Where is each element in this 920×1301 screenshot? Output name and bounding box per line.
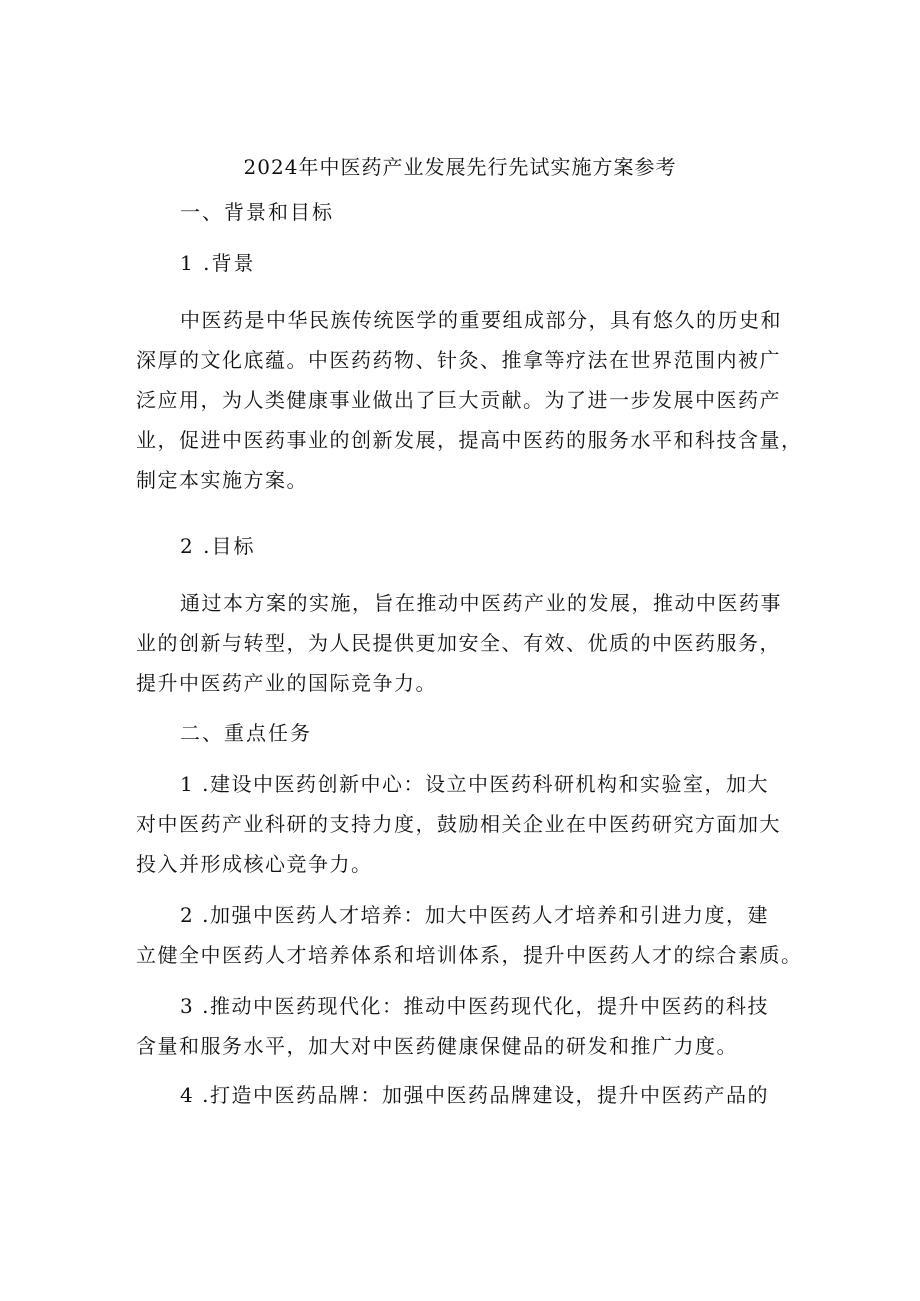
paragraph-line: 1 .建设中医药创新中心：设立中医药科研机构和实验室，加大	[180, 772, 769, 796]
paragraph-line: 泛应用，为人类健康事业做出了巨大贡献。为了进一步发展中医药产	[136, 388, 781, 412]
paragraph-task-4	[136, 1075, 796, 1115]
paragraph-line: 4 .打造中医药品牌：加强中医药品牌建设，提升中医药产品的	[180, 1083, 769, 1107]
paragraph-line: 业的创新与转型，为人民提供更加安全、有效、优质的中医药服务，	[136, 631, 781, 655]
section-heading-background-goals: 一、背景和目标	[180, 200, 334, 224]
paragraph-line: 提升中医药产业的国际竞争力。	[136, 671, 437, 695]
paragraph-line: 深厚的文化底蕴。中医药药物、针灸、推拿等疗法在世界范围内被广	[136, 348, 781, 372]
paragraph-line: 投入并形成核心竞争力。	[136, 852, 373, 876]
paragraph-line: 含量和服务水平，加大对中医药健康保健品的研发和推广力度。	[136, 1034, 738, 1058]
paragraph-line: 3 .推动中医药现代化：推动中医药现代化，提升中医药的科技	[180, 994, 769, 1018]
subsection-heading-background: 1 .背景	[180, 251, 256, 275]
document-title: 2024年中医药产业发展先行先试实施方案参考	[243, 155, 677, 179]
paragraph-line: 通过本方案的实施，旨在推动中医药产业的发展，推动中医药事	[180, 591, 782, 615]
paragraph-line: 制定本实施方案。	[136, 468, 308, 492]
section-heading-key-tasks: 二、重点任务	[180, 721, 312, 745]
subsection-heading-goals: 2 .目标	[180, 534, 256, 558]
paragraph-line: 对中医药产业科研的支持力度，鼓励相关企业在中医药研究方面加大	[136, 812, 781, 836]
paragraph-task-2	[136, 895, 803, 975]
paragraph-line: 业，促进中医药事业的创新发展，提高中医药的服务水平和科技含量，	[136, 428, 803, 452]
paragraph-task-1	[136, 764, 796, 884]
paragraph-line: 中医药是中华民族传统医学的重要组成部分，具有悠久的历史和	[180, 308, 782, 332]
paragraph-task-3	[136, 986, 796, 1066]
paragraph-line: 2 .加强中医药人才培养：加大中医药人才培养和引进力度，建	[180, 903, 769, 927]
paragraph-goals	[136, 583, 796, 703]
paragraph-background	[136, 300, 803, 500]
paragraph-line: 立健全中医药人才培养体系和培训体系，提升中医药人才的综合素质。	[136, 943, 803, 967]
